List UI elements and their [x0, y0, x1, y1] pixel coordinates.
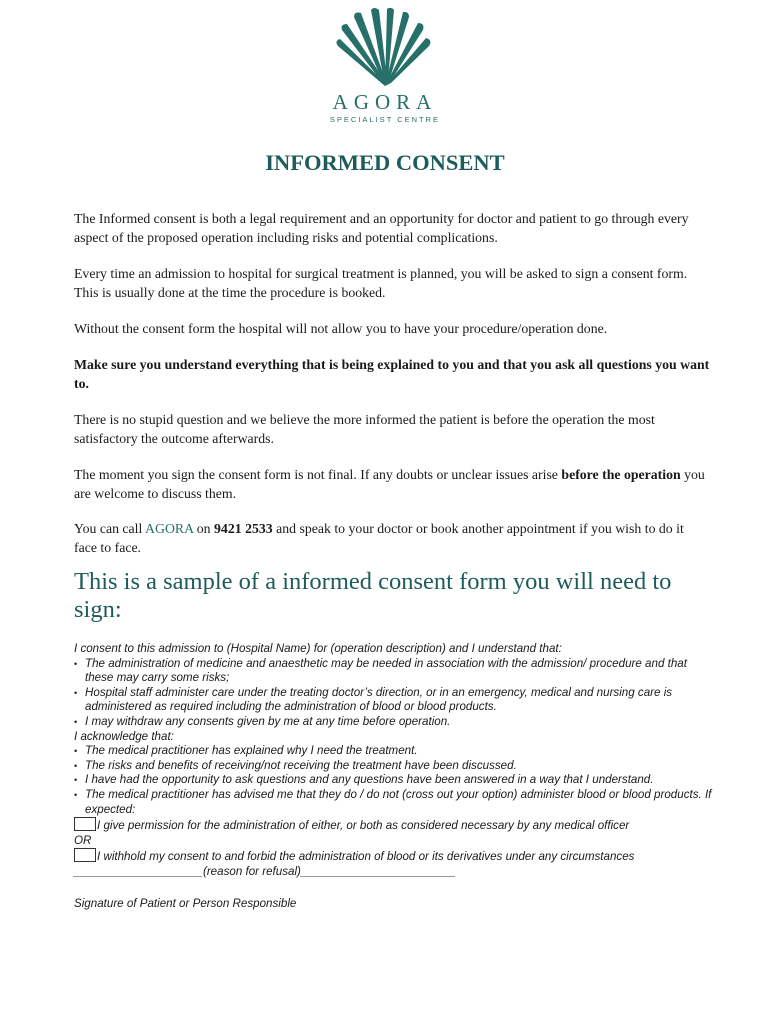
paragraph-understand: Make sure you understand everything that is being explained to you and that you ask all questions you want to. [74, 357, 710, 391]
paragraph-intro: The Informed consent is both a legal requirement and an opportunity for doctor and patient to go through every aspect of the proposed operation including risks and potential complications. [74, 211, 689, 245]
paragraph-admission: Every time an admission to hospital for surgical treatment is planned, you will be asked to sign a consent form. This is usually done at the time the procedure is booked. [74, 266, 688, 300]
agora-name: AGORA [145, 521, 194, 536]
page-title: INFORMED CONSENT [265, 150, 505, 175]
option-withhold [74, 848, 714, 865]
phone-number: 9421 2533 [214, 521, 273, 536]
emphasis-before-operation: before the operation [561, 467, 681, 482]
option-withhold-label: I withhold my consent to and forbid the administration of blood or its derivatives under any circumstances [97, 850, 635, 864]
sample-consent-form [74, 642, 714, 911]
withhold-checkbox[interactable] [74, 848, 96, 862]
brand-subtitle: SPECIALIST CENTRE [329, 115, 441, 124]
text-segment: The moment you sign the consent form is not final. If any doubts or unclear issues arise [74, 467, 562, 482]
list-item: • The medical practitioner has explained why I need the treatment. [74, 744, 714, 759]
acknowledge-list [74, 744, 714, 817]
paragraph-not-final [74, 466, 710, 503]
text-segment: on [193, 521, 215, 536]
text-segment: and speak to your doctor or book another appointment if you wish to do it face to face. [74, 521, 684, 555]
list-item: • The medical practitioner has advised me that they do / do not (cross out your option) administer blood or blood products. If expected: [74, 788, 714, 817]
brand-name: AGORA [332, 90, 438, 114]
acknowledge-label: I acknowledge that: [74, 729, 174, 743]
consent-list [74, 657, 714, 730]
paragraph-questions: There is no stupid question and we believe the more informed the patient is before the operation the most satisfactory the outcome afterwards. [74, 412, 655, 446]
form-intro: I consent to this admission to (Hospital Name) for (operation description) and I understand that: [74, 642, 562, 655]
refusal-reason-line: ____________________(reason for refusal)________________________ [74, 864, 456, 878]
sample-form-heading: This is a sample of a informed consent form you will need to sign: [74, 568, 672, 623]
list-item: • The administration of medicine and anaesthetic may be needed in association with the admission/ procedure and that these may carry some risks; [74, 657, 714, 686]
option-permission [74, 817, 714, 834]
list-item: • The risks and benefits of receiving/not receiving the treatment have been discussed. [74, 759, 714, 774]
text-segment: you are welcome to discuss them. [74, 467, 705, 501]
signature-label: Signature of Patient or Person Responsible [74, 896, 297, 910]
list-item: • I have had the opportunity to ask questions and any questions have been answered in a way that I understand. [74, 773, 714, 788]
permission-checkbox[interactable] [74, 817, 96, 831]
list-item: • Hospital staff administer care under the treating doctor’s direction, or in an emergency, medical and nursing care is administered as required including the administration of blood or blood products. [74, 686, 714, 715]
agora-logo [0, 8, 770, 124]
shell-icon [330, 8, 440, 88]
text-segment: You can call [74, 521, 146, 536]
paragraph-requirement: Without the consent form the hospital will not allow you to have your procedure/operation done. [74, 321, 608, 336]
list-item: • I may withdraw any consents given by me at any time before operation. [74, 715, 714, 730]
paragraph-contact [74, 520, 710, 557]
or-label: OR [74, 833, 92, 847]
option-permission-label: I give permission for the administration of either, or both as considered necessary by any medical officer [97, 819, 630, 833]
